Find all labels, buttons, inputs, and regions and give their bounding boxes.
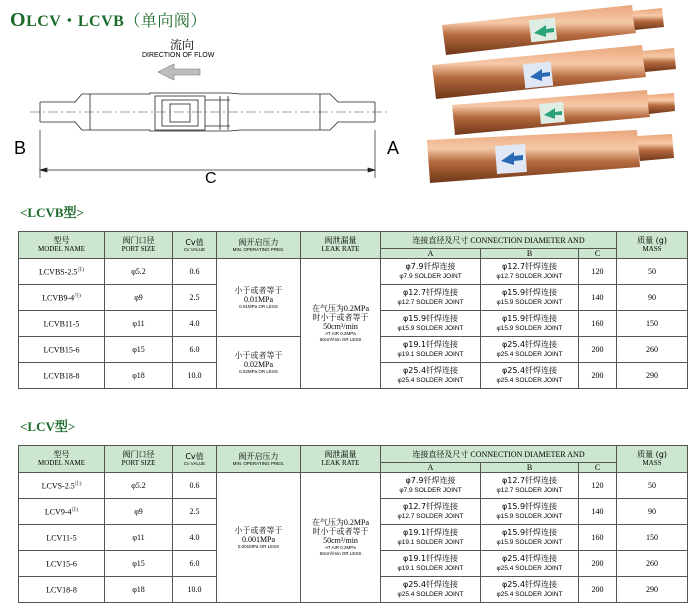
- model-cell: LCV18-8: [19, 577, 105, 603]
- press-cell: 小于或者等于 0.001MPa 0.001MPa OR LESS: [217, 473, 301, 603]
- joint-b-cell: φ15.9钎焊连接 φ15.9 SOLDER JOINT: [481, 499, 579, 525]
- flow-direction-cn: 流向: [170, 38, 195, 52]
- header-leak: 阀泄漏量 LEAK RATE: [301, 232, 381, 259]
- joint-b-cell: φ15.9钎焊连接 φ15.9 SOLDER JOINT: [481, 525, 579, 551]
- joint-a-cell: φ19.1钎焊连接 φ19.1 SOLDER JOINT: [381, 525, 481, 551]
- cv-cell: 0.6: [173, 259, 217, 285]
- joint-a-cell: φ19.1钎焊连接 φ19.1 SOLDER JOINT: [381, 337, 481, 363]
- mass-cell: 150: [617, 525, 688, 551]
- model-cell: $LCVB9-4^{注)}$: [19, 285, 105, 311]
- port-cell: φ5.2: [105, 259, 173, 285]
- title-main: LCV・LCVB: [26, 13, 125, 30]
- press-cell: 小于或者等于 0.02MPa 0.02MPa OR LESS: [217, 337, 301, 389]
- cv-cell: 4.0: [173, 311, 217, 337]
- header-mass: 质量 (g) MASS: [617, 446, 688, 473]
- model-cell: LCVB11-5: [19, 311, 105, 337]
- leak-cell: 在气压为0.2MPa 时小于或者等于 50cm³/min AT AIR 0.2MPa 50cm³/min OR LESS: [301, 473, 381, 603]
- port-cell: φ9: [105, 285, 173, 311]
- port-cell: φ18: [105, 577, 173, 603]
- model-cell: $LCV9-4^{注)}$: [19, 499, 105, 525]
- header-col-a: A: [381, 249, 481, 259]
- mass-cell: 260: [617, 551, 688, 577]
- joint-b-cell: φ12.7钎焊连接 φ12.7 SOLDER JOINT: [481, 473, 579, 499]
- mass-cell: 90: [617, 499, 688, 525]
- joint-a-cell: φ7.9钎焊连接 φ7.9 SOLDER JOINT: [381, 259, 481, 285]
- header-press: 阀开启压力 MIN. OPERATING PRES.: [217, 232, 301, 259]
- c-cell: 200: [579, 337, 617, 363]
- port-cell: φ9: [105, 499, 173, 525]
- header-press: 阀开启压力 MIN. OPERATING PRES.: [217, 446, 301, 473]
- c-cell: 140: [579, 499, 617, 525]
- c-cell: 120: [579, 259, 617, 285]
- port-cell: φ15: [105, 337, 173, 363]
- lcvb-section-title: <LCVB型>: [20, 205, 84, 220]
- header-col-b: B: [481, 249, 579, 259]
- page-title: [10, 8, 207, 32]
- joint-a-cell: φ25.4钎焊连接 φ25.4 SOLDER JOINT: [381, 363, 481, 389]
- valve-photo-4: [427, 130, 674, 183]
- cv-cell: 4.0: [173, 525, 217, 551]
- table-row: [19, 259, 688, 285]
- model-cell: LCVS-$2.5^{注)}$: [19, 473, 105, 499]
- joint-b-cell: φ15.9钎焊连接 φ15.9 SOLDER JOINT: [481, 285, 579, 311]
- joint-a-cell: φ25.4钎焊连接 φ25.4 SOLDER JOINT: [381, 577, 481, 603]
- joint-b-cell: φ25.4钎焊连接 φ25.4 SOLDER JOINT: [481, 363, 579, 389]
- header-cv: Cv值 Cv VALUE: [173, 446, 217, 473]
- cv-cell: 2.5: [173, 285, 217, 311]
- mass-cell: 50: [617, 259, 688, 285]
- port-cell: φ18: [105, 363, 173, 389]
- joint-a-cell: φ19.1钎焊连接 φ19.1 SOLDER JOINT: [381, 551, 481, 577]
- table-row: [19, 473, 688, 499]
- model-cell: LCV11-5: [19, 525, 105, 551]
- port-cell: φ5.2: [105, 473, 173, 499]
- model-cell: LCVB18-8: [19, 363, 105, 389]
- joint-b-cell: φ25.4钎焊连接 φ25.4 SOLDER JOINT: [481, 551, 579, 577]
- header-model: 型号 MODEL NAME: [19, 232, 105, 259]
- title-prefix: O: [10, 9, 27, 31]
- model-cell: LCVBS-$2.5^{注)}$: [19, 259, 105, 285]
- port-cell: φ11: [105, 525, 173, 551]
- model-cell: LCV15-6: [19, 551, 105, 577]
- header-col-a: A: [381, 463, 481, 473]
- header-col-c: C: [579, 463, 617, 473]
- flow-direction-en: DIRECTION OF FLOW: [142, 52, 215, 59]
- header-cv: Cv值 Cv VALUE: [173, 232, 217, 259]
- model-cell: LCVB15-6: [19, 337, 105, 363]
- joint-b-cell: φ25.4钎焊连接 φ25.4 SOLDER JOINT: [481, 577, 579, 603]
- mass-cell: 150: [617, 311, 688, 337]
- port-cell: φ15: [105, 551, 173, 577]
- joint-b-cell: φ12.7钎焊连接 φ12.7 SOLDER JOINT: [481, 259, 579, 285]
- label-b: B: [14, 138, 27, 158]
- c-cell: 200: [579, 363, 617, 389]
- label-a: A: [387, 138, 400, 158]
- joint-a-cell: φ15.9钎焊连接 φ15.9 SOLDER JOINT: [381, 311, 481, 337]
- c-cell: 200: [579, 551, 617, 577]
- c-cell: 160: [579, 525, 617, 551]
- lcv-spec-table: [18, 445, 688, 603]
- joint-b-cell: φ25.4钎焊连接 φ25.4 SOLDER JOINT: [481, 337, 579, 363]
- title-cn: （单向阀）: [124, 13, 207, 30]
- leak-cell: 在气压为0.2MPa 时小于或者等于 50cm³/min AT AIR 0.2MPa 50cm³/min OR LESS: [301, 259, 381, 389]
- lcv-section-title: <LCV型>: [20, 419, 76, 434]
- header-leak: 阀泄漏量 LEAK RATE: [301, 446, 381, 473]
- cv-cell: 2.5: [173, 499, 217, 525]
- cv-cell: 10.0: [173, 577, 217, 603]
- mass-cell: 50: [617, 473, 688, 499]
- header-port: 阀门口径 PORT SIZE: [105, 232, 173, 259]
- joint-a-cell: φ12.7钎焊连接 φ12.7 SOLDER JOINT: [381, 285, 481, 311]
- header-connection: 连接直径及尺寸 CONNECTION DIAMETER AND: [381, 446, 617, 463]
- c-cell: 120: [579, 473, 617, 499]
- header-port: 阀门口径 PORT SIZE: [105, 446, 173, 473]
- header-col-b: B: [481, 463, 579, 473]
- joint-a-cell: φ7.9钎焊连接 φ7.9 SOLDER JOINT: [381, 473, 481, 499]
- mass-cell: 260: [617, 337, 688, 363]
- label-c: C: [205, 170, 217, 187]
- joint-b-cell: φ15.9钎焊连接 φ15.9 SOLDER JOINT: [481, 311, 579, 337]
- c-cell: 200: [579, 577, 617, 603]
- mass-cell: 90: [617, 285, 688, 311]
- press-cell: 小于或者等于 0.01MPa 0.01MPa OR LESS: [217, 259, 301, 337]
- header-mass: 质量 (g) MASS: [617, 232, 688, 259]
- lcvb-spec-table: [18, 231, 688, 389]
- product-photo: [412, 5, 692, 195]
- cv-cell: 0.6: [173, 473, 217, 499]
- header-col-c: C: [579, 249, 617, 259]
- header-model: 型号 MODEL NAME: [19, 446, 105, 473]
- header-connection: 连接直径及尺寸 CONNECTION DIAMETER AND: [381, 232, 617, 249]
- cv-cell: 6.0: [173, 551, 217, 577]
- c-cell: 160: [579, 311, 617, 337]
- mass-cell: 290: [617, 577, 688, 603]
- port-cell: φ11: [105, 311, 173, 337]
- cv-cell: 6.0: [173, 337, 217, 363]
- cv-cell: 10.0: [173, 363, 217, 389]
- mass-cell: 290: [617, 363, 688, 389]
- flow-arrow-icon: [158, 64, 200, 80]
- valve-photo-3: [452, 90, 675, 135]
- c-cell: 140: [579, 285, 617, 311]
- joint-a-cell: φ12.7钎焊连接 φ12.7 SOLDER JOINT: [381, 499, 481, 525]
